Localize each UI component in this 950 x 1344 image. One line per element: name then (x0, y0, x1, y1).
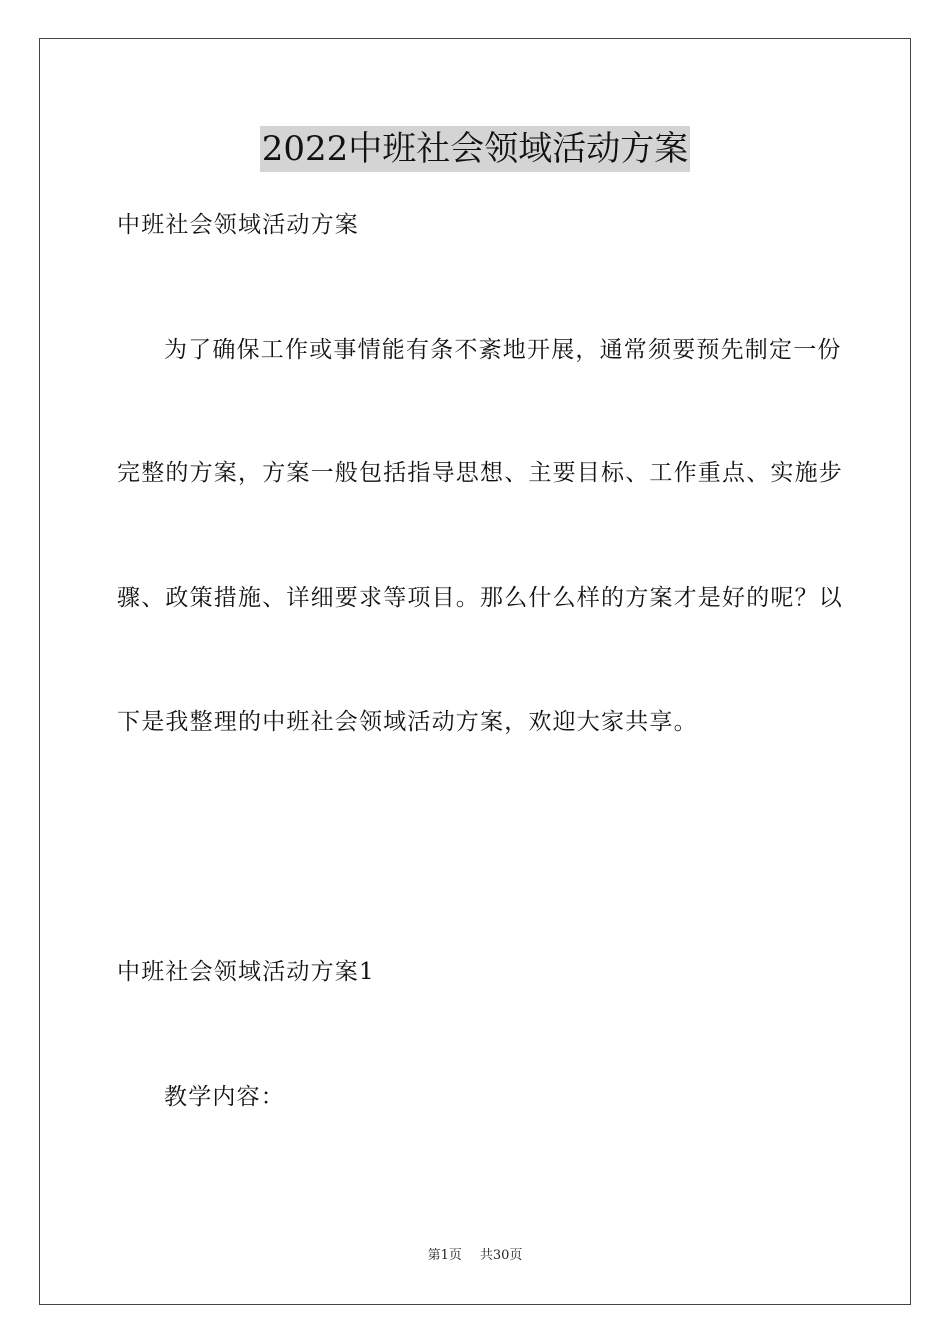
document-title-block (0, 126, 950, 172)
page-number: 第1页 (427, 1248, 462, 1263)
intro-line-3: 骤、政策措施、详细要求等项目。那么什么样的方案才是好的呢？以 (117, 585, 843, 611)
page-footer (0, 1247, 950, 1265)
document-subtitle: 中班社会领域活动方案 (117, 212, 359, 238)
content-label: 教学内容： (164, 1084, 285, 1110)
page-total: 共30页 (479, 1248, 523, 1263)
section-heading: 中班社会领域活动方案1 (117, 959, 375, 985)
intro-line-1: 为了确保工作或事情能有条不紊地开展，通常须要预先制定一份 (164, 337, 842, 363)
document-title: 2022中班社会领域活动方案 (260, 126, 691, 172)
intro-line-4: 下是我整理的中班社会领域活动方案，欢迎大家共享。 (117, 709, 698, 735)
intro-line-2: 完整的方案，方案一般包括指导思想、主要目标、工作重点、实施步 (117, 460, 843, 486)
